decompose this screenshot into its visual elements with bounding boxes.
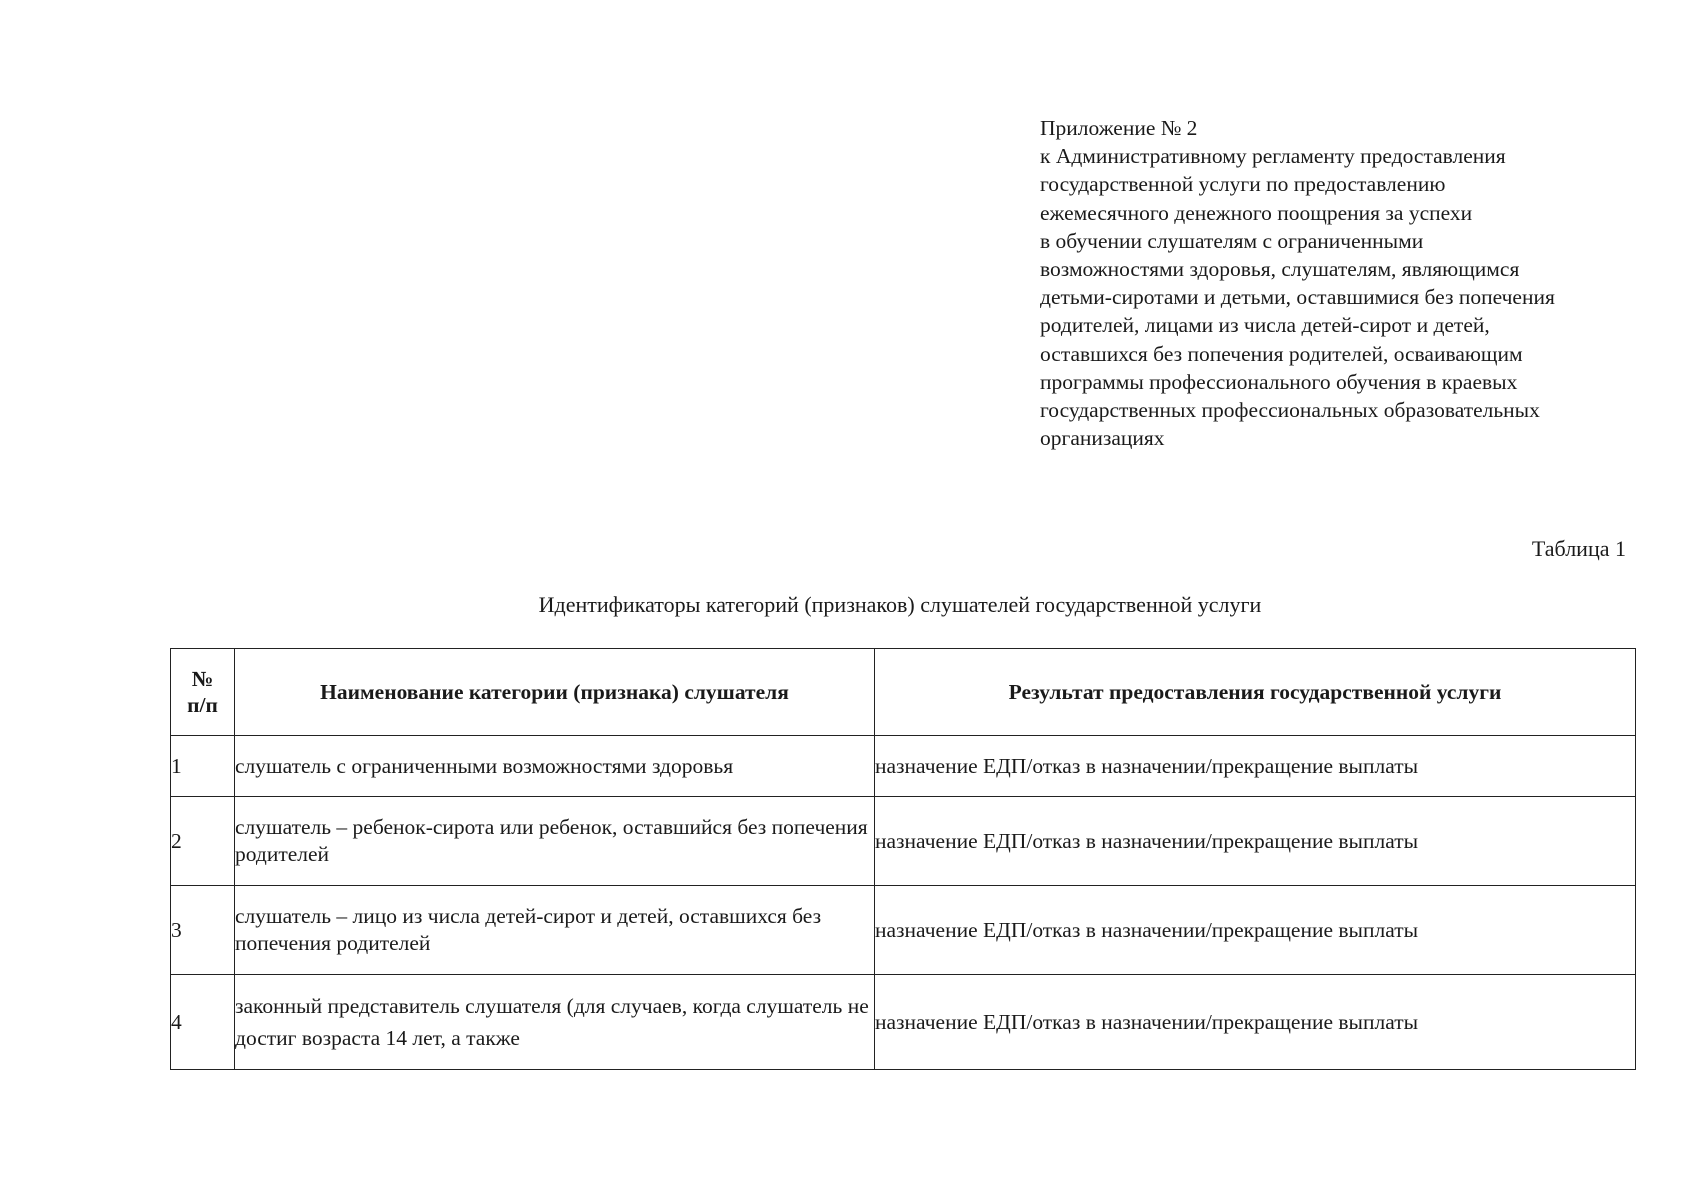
- row-category: законный представитель слушателя (для случаев, когда слушатель не достиг возраста 14 лет, а также: [235, 975, 875, 1070]
- row-result: назначение ЕДП/отказ в назначении/прекращение выплаты: [875, 797, 1636, 886]
- appendix-line: возможностями здоровья, слушателям, являющимся: [1040, 257, 1520, 282]
- categories-table: [170, 648, 1636, 1070]
- appendix-line: в обучении слушателям с ограниченными: [1040, 228, 1424, 253]
- appendix-header: [1040, 114, 1640, 452]
- table-header-row: [171, 649, 1636, 736]
- row-category: слушатель – ребенок-сирота или ребенок, оставшийся без попечения родителей: [235, 797, 875, 886]
- table-row: [171, 886, 1636, 975]
- appendix-line: государственной услуги по предоставлению: [1040, 172, 1446, 197]
- appendix-line: к Административному регламенту предоставления: [1040, 144, 1506, 169]
- header-num-symbol: №: [191, 667, 214, 691]
- table-row: [171, 797, 1636, 886]
- appendix-line: ежемесячного денежного поощрения за успехи: [1040, 200, 1473, 225]
- row-result: назначение ЕДП/отказ в назначении/прекращение выплаты: [875, 886, 1636, 975]
- header-result: Результат предоставления государственной услуги: [875, 649, 1636, 736]
- appendix-line: детьми-сиротами и детьми, оставшимися без попечения: [1040, 285, 1555, 310]
- header-name: Наименование категории (признака) слушателя: [235, 649, 875, 736]
- appendix-line: Приложение № 2: [1040, 116, 1198, 140]
- row-num: 3: [171, 886, 235, 975]
- table-row: [171, 736, 1636, 797]
- appendix-line: родителей, лицами из числа детей-сирот и детей,: [1040, 313, 1490, 338]
- appendix-line: организациях: [1040, 426, 1165, 451]
- row-num: 4: [171, 975, 235, 1070]
- appendix-line: оставшихся без попечения родителей, осваивающим: [1040, 341, 1523, 366]
- appendix-line: государственных профессиональных образовательных: [1040, 398, 1540, 423]
- header-num: [171, 649, 235, 736]
- table-caption: Идентификаторы категорий (признаков) слушателей государственной услуги: [538, 592, 1262, 617]
- row-category: слушатель – лицо из числа детей-сирот и детей, оставшихся без попечения родителей: [235, 886, 875, 975]
- row-result: назначение ЕДП/отказ в назначении/прекращение выплаты: [875, 736, 1636, 797]
- header-num-abbrev: п/п: [187, 693, 218, 717]
- row-category: слушатель с ограниченными возможностями здоровья: [235, 736, 875, 797]
- row-num: 2: [171, 797, 235, 886]
- row-result: назначение ЕДП/отказ в назначении/прекращение выплаты: [875, 975, 1636, 1070]
- row-num: 1: [171, 736, 235, 797]
- appendix-line: программы профессионального обучения в краевых: [1040, 369, 1518, 394]
- table-label: Таблица 1: [1531, 536, 1626, 561]
- table-row: [171, 975, 1636, 1070]
